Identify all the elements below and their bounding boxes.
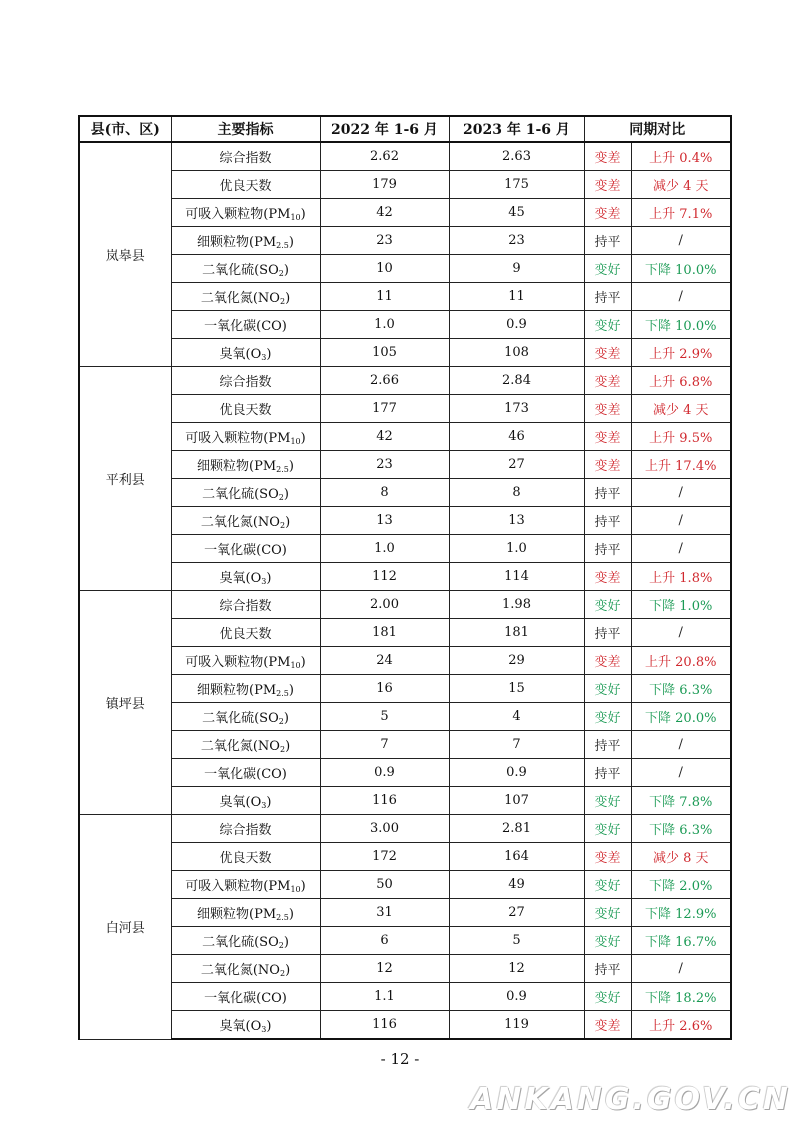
value-2023: 8 [449,479,584,507]
trend-label: 变差 [584,339,631,367]
indicator-cell [171,759,320,787]
change-value: 减少 8 天 [631,843,731,871]
value-2022: 2.62 [320,142,449,171]
value-2023: 107 [449,787,584,815]
table-row [79,731,731,759]
indicator-tail: ) [285,515,291,530]
value-2022: 7 [320,731,449,759]
trend-label: 持平 [584,479,631,507]
watermark: ANKANG.GOV.CN [470,1082,792,1117]
value-2023: 5 [449,927,584,955]
value-2022: 8 [320,479,449,507]
value-2023: 2.81 [449,815,584,843]
indicator-cell [171,367,320,395]
indicator-cell [171,283,320,311]
value-2022: 42 [320,199,449,227]
indicator-label: 臭氧(O [219,1019,262,1034]
value-2023: 175 [449,171,584,199]
table-row [79,591,731,619]
value-2023: 9 [449,255,584,283]
indicator-subscript: 2 [279,969,286,978]
trend-label: 持平 [584,283,631,311]
indicator-label: 二氧化硫(SO [202,711,279,726]
change-value: 上升 2.6% [631,1011,731,1040]
indicator-subscript: 2.5 [276,241,289,250]
county-name: 岚皋县 [79,142,171,367]
indicator-label: 二氧化硫(SO [202,263,279,278]
indicator-cell [171,339,320,367]
value-2022: 3.00 [320,815,449,843]
value-2022: 24 [320,647,449,675]
indicator-cell [171,227,320,255]
change-value: / [631,759,731,787]
indicator-label: 可吸入颗粒物(PM [185,655,291,670]
indicator-subscript: 3 [261,577,267,586]
value-2022: 42 [320,423,449,451]
indicator-label: 细颗粒物(PM [197,459,277,474]
indicator-label: 臭氧(O [219,347,262,362]
table-row [79,283,731,311]
header-2023: 2023 年 1-6 月 [449,116,584,142]
indicator-tail: ) [285,291,291,306]
value-2023: 173 [449,395,584,423]
value-2023: 164 [449,843,584,871]
value-2022: 23 [320,227,449,255]
change-value: 下降 12.9% [631,899,731,927]
table-row [79,367,731,395]
change-value: / [631,227,731,255]
indicator-cell [171,843,320,871]
indicator-cell [171,591,320,619]
value-2022: 0.9 [320,759,449,787]
value-2023: 0.9 [449,759,584,787]
value-2023: 46 [449,423,584,451]
value-2023: 15 [449,675,584,703]
table-row [79,647,731,675]
indicator-subscript: 3 [261,353,267,362]
trend-label: 变差 [584,647,631,675]
indicator-subscript: 10 [290,885,301,894]
value-2023: 23 [449,227,584,255]
indicator-subscript: 2.5 [276,913,289,922]
value-2023: 0.9 [449,311,584,339]
indicator-tail: ) [283,711,289,726]
table-row [79,535,731,563]
indicator-cell [171,619,320,647]
change-value: 上升 20.8% [631,647,731,675]
indicator-cell [171,479,320,507]
indicator-cell [171,563,320,591]
change-value: 上升 7.1% [631,199,731,227]
table-body [79,142,731,1039]
trend-label: 变差 [584,171,631,199]
air-quality-table [78,115,732,1040]
indicator-tail: ) [288,235,294,250]
indicator-label: 优良天数 [219,851,272,866]
table-row [79,1011,731,1040]
value-2022: 1.0 [320,311,449,339]
indicator-label: 二氧化硫(SO [202,935,279,950]
value-2023: 2.63 [449,142,584,171]
trend-label: 变好 [584,983,631,1011]
value-2023: 1.98 [449,591,584,619]
trend-label: 变差 [584,199,631,227]
change-value: / [631,955,731,983]
value-2022: 172 [320,843,449,871]
indicator-cell [171,955,320,983]
county-name: 镇坪县 [79,591,171,815]
table-row [79,255,731,283]
trend-label: 变差 [584,1011,631,1040]
indicator-label: 细颗粒物(PM [197,907,277,922]
table-row [79,927,731,955]
trend-label: 持平 [584,955,631,983]
indicator-subscript: 2.5 [276,689,289,698]
value-2023: 12 [449,955,584,983]
change-value: 下降 2.0% [631,871,731,899]
value-2023: 13 [449,507,584,535]
indicator-subscript: 2 [278,717,284,726]
value-2023: 119 [449,1011,584,1040]
indicator-tail: ) [300,655,306,670]
change-value: / [631,507,731,535]
table-row [79,142,731,171]
indicator-label: 一氧化碳(CO) [204,319,287,334]
indicator-label: 可吸入颗粒物(PM [185,431,291,446]
value-2022: 23 [320,451,449,479]
trend-label: 变差 [584,395,631,423]
indicator-label: 一氧化碳(CO) [204,991,287,1006]
indicator-label: 二氧化氮(NO [200,739,280,754]
indicator-cell [171,899,320,927]
indicator-subscript: 10 [290,661,301,670]
change-value: / [631,731,731,759]
table-row [79,199,731,227]
indicator-subscript: 2 [279,297,286,306]
indicator-label: 二氧化氮(NO [200,291,280,306]
value-2022: 12 [320,955,449,983]
trend-label: 变差 [584,142,631,171]
change-value: 下降 7.8% [631,787,731,815]
change-value: / [631,535,731,563]
change-value: 下降 6.3% [631,675,731,703]
table-row [79,619,731,647]
change-value: / [631,283,731,311]
trend-label: 持平 [584,759,631,787]
change-value: / [631,619,731,647]
indicator-cell [171,507,320,535]
indicator-label: 优良天数 [219,627,272,642]
table-row [79,899,731,927]
indicator-label: 优良天数 [219,403,272,418]
trend-label: 变差 [584,367,631,395]
change-value: 下降 10.0% [631,255,731,283]
table-row [79,843,731,871]
value-2023: 27 [449,899,584,927]
value-2023: 2.84 [449,367,584,395]
indicator-cell [171,927,320,955]
trend-label: 变好 [584,675,631,703]
value-2022: 5 [320,703,449,731]
indicator-tail: ) [300,431,306,446]
change-value: 上升 6.8% [631,367,731,395]
indicator-label: 综合指数 [219,151,272,166]
change-value: 下降 18.2% [631,983,731,1011]
value-2022: 50 [320,871,449,899]
trend-label: 变好 [584,311,631,339]
county-name: 白河县 [79,815,171,1040]
indicator-tail: ) [300,879,306,894]
indicator-cell [171,787,320,815]
indicator-label: 一氧化碳(CO) [204,543,287,558]
trend-label: 持平 [584,227,631,255]
table-row [79,227,731,255]
value-2022: 116 [320,787,449,815]
value-2022: 181 [320,619,449,647]
indicator-label: 二氧化氮(NO [200,963,280,978]
indicator-subscript: 2 [279,521,286,530]
indicator-tail: ) [266,347,272,362]
table-row [79,787,731,815]
table-row [79,759,731,787]
value-2023: 27 [449,451,584,479]
indicator-label: 臭氧(O [219,795,262,810]
indicator-subscript: 2.5 [276,465,289,474]
table-row [79,507,731,535]
indicator-cell [171,255,320,283]
trend-label: 变差 [584,843,631,871]
table-row [79,311,731,339]
indicator-label: 综合指数 [219,375,272,390]
change-value: 下降 10.0% [631,311,731,339]
value-2023: 7 [449,731,584,759]
value-2022: 16 [320,675,449,703]
table-row [79,339,731,367]
value-2023: 108 [449,339,584,367]
indicator-subscript: 2 [278,493,284,502]
table-row [79,479,731,507]
change-value: 减少 4 天 [631,395,731,423]
indicator-tail: ) [288,459,294,474]
trend-label: 变好 [584,591,631,619]
indicator-tail: ) [288,683,294,698]
table-row [79,423,731,451]
indicator-tail: ) [285,963,291,978]
value-2022: 1.1 [320,983,449,1011]
change-value: 上升 9.5% [631,423,731,451]
table-row [79,703,731,731]
indicator-label: 可吸入颗粒物(PM [185,879,291,894]
indicator-cell [171,535,320,563]
indicator-label: 二氧化氮(NO [200,515,280,530]
change-value: 上升 1.8% [631,563,731,591]
indicator-cell [171,815,320,843]
indicator-tail: ) [266,1019,272,1034]
indicator-tail: ) [288,907,294,922]
table-row [79,871,731,899]
change-value: 下降 1.0% [631,591,731,619]
value-2023: 0.9 [449,983,584,1011]
table-row [79,451,731,479]
change-value: 上升 2.9% [631,339,731,367]
indicator-cell [171,871,320,899]
indicator-subscript: 2 [278,269,284,278]
indicator-tail: ) [266,795,272,810]
value-2023: 29 [449,647,584,675]
value-2023: 114 [449,563,584,591]
header-2022: 2022 年 1-6 月 [320,116,449,142]
value-2022: 10 [320,255,449,283]
trend-label: 变差 [584,423,631,451]
indicator-cell [171,675,320,703]
trend-label: 变差 [584,563,631,591]
change-value: 上升 0.4% [631,142,731,171]
indicator-cell [171,171,320,199]
indicator-subscript: 10 [290,213,301,222]
trend-label: 变好 [584,703,631,731]
indicator-label: 细颗粒物(PM [197,683,277,698]
header-county: 县(市、区) [79,116,171,142]
change-value: 下降 20.0% [631,703,731,731]
trend-label: 变好 [584,899,631,927]
trend-label: 变好 [584,815,631,843]
value-2022: 116 [320,1011,449,1040]
value-2022: 177 [320,395,449,423]
value-2022: 6 [320,927,449,955]
value-2022: 11 [320,283,449,311]
trend-label: 变差 [584,451,631,479]
indicator-label: 细颗粒物(PM [197,235,277,250]
indicator-cell [171,142,320,171]
value-2022: 31 [320,899,449,927]
indicator-label: 综合指数 [219,823,272,838]
table-row [79,563,731,591]
header-compare: 同期对比 [584,116,731,142]
indicator-cell [171,703,320,731]
indicator-label: 二氧化硫(SO [202,487,279,502]
indicator-cell [171,199,320,227]
value-2023: 49 [449,871,584,899]
indicator-subscript: 3 [261,1025,267,1034]
indicator-label: 优良天数 [219,179,272,194]
value-2022: 179 [320,171,449,199]
indicator-tail: ) [300,207,306,222]
indicator-subscript: 2 [279,745,286,754]
table-row [79,983,731,1011]
trend-label: 变好 [584,927,631,955]
indicator-tail: ) [266,571,272,586]
value-2022: 13 [320,507,449,535]
value-2022: 2.66 [320,367,449,395]
value-2023: 4 [449,703,584,731]
trend-label: 变好 [584,255,631,283]
trend-label: 持平 [584,619,631,647]
indicator-subscript: 3 [261,801,267,810]
value-2022: 105 [320,339,449,367]
indicator-cell [171,311,320,339]
indicator-tail: ) [283,263,289,278]
indicator-cell [171,983,320,1011]
change-value: 下降 16.7% [631,927,731,955]
indicator-tail: ) [283,935,289,950]
value-2023: 11 [449,283,584,311]
indicator-label: 综合指数 [219,599,272,614]
change-value: 减少 4 天 [631,171,731,199]
indicator-cell [171,647,320,675]
table-row [79,171,731,199]
page-number: - 12 - [380,1050,420,1068]
indicator-cell [171,1011,320,1040]
trend-label: 变好 [584,787,631,815]
indicator-cell [171,451,320,479]
indicator-tail: ) [283,487,289,502]
indicator-label: 一氧化碳(CO) [204,767,287,782]
indicator-cell [171,423,320,451]
value-2023: 45 [449,199,584,227]
table-row [79,815,731,843]
indicator-subscript: 10 [290,437,301,446]
trend-label: 持平 [584,507,631,535]
header-indicator: 主要指标 [171,116,320,142]
indicator-subscript: 2 [278,941,284,950]
change-value: / [631,479,731,507]
table-row [79,675,731,703]
value-2022: 2.00 [320,591,449,619]
trend-label: 持平 [584,731,631,759]
indicator-label: 可吸入颗粒物(PM [185,207,291,222]
table-row [79,395,731,423]
value-2023: 1.0 [449,535,584,563]
indicator-cell [171,395,320,423]
change-value: 下降 6.3% [631,815,731,843]
trend-label: 持平 [584,535,631,563]
value-2022: 112 [320,563,449,591]
value-2023: 181 [449,619,584,647]
header-row [79,116,731,142]
trend-label: 变好 [584,871,631,899]
indicator-cell [171,731,320,759]
value-2022: 1.0 [320,535,449,563]
indicator-tail: ) [285,739,291,754]
indicator-label: 臭氧(O [219,571,262,586]
table-row [79,955,731,983]
change-value: 上升 17.4% [631,451,731,479]
county-name: 平利县 [79,367,171,591]
